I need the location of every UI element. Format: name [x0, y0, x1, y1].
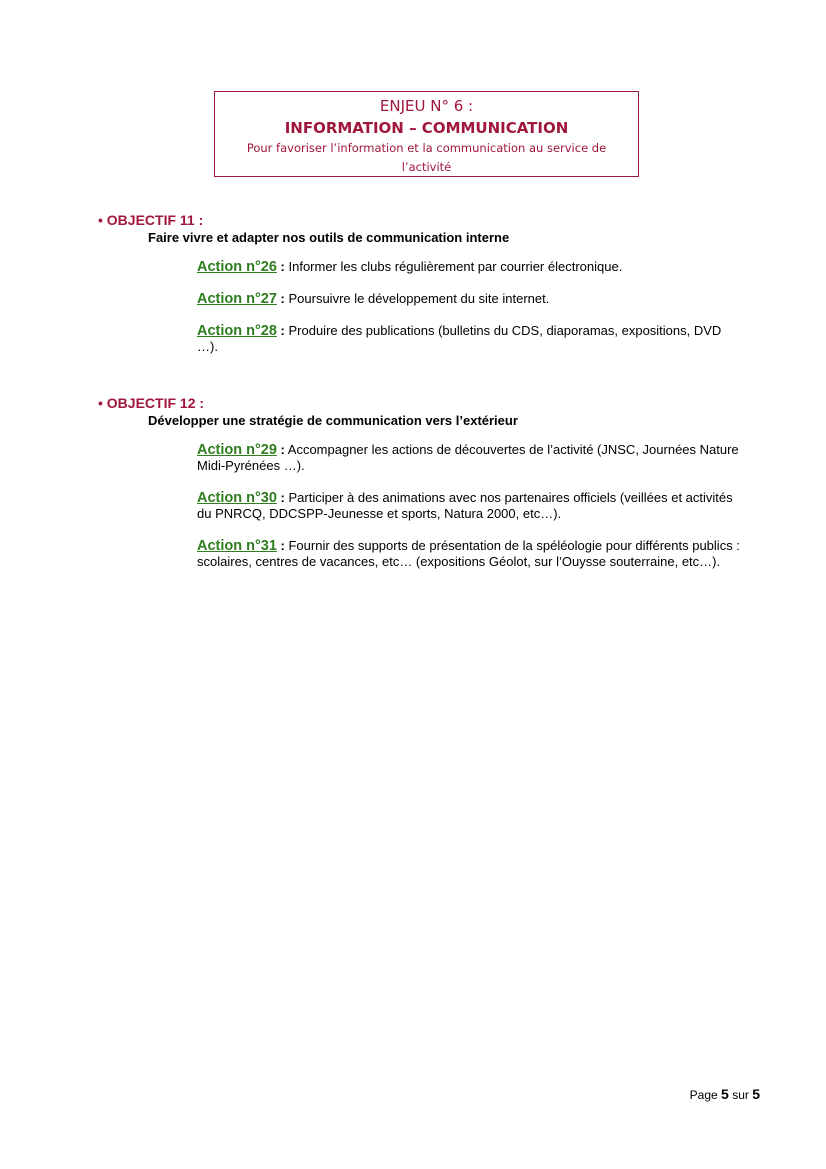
action-label: Action n°26	[197, 259, 277, 275]
objective-title: • OBJECTIF 12 :	[98, 395, 205, 411]
action-separator: :	[276, 259, 285, 274]
objective-subtitle: Faire vivre et adapter nos outils de communication interne	[148, 230, 510, 245]
action-separator: :	[276, 323, 285, 338]
action-label: Action n°31	[197, 538, 277, 554]
action-text: Fournir des supports de présentation de la spéléologie pour différents publics : scolaires, centres de vacances, etc… (expositions Géolot, sur l’Ouysse souterraine, etc…).	[197, 538, 740, 569]
objective-12	[98, 394, 758, 570]
page-current: 5	[721, 1086, 729, 1102]
action-item	[197, 490, 742, 522]
action-item	[197, 323, 742, 355]
action-separator: :	[276, 538, 285, 553]
objective-subtitle: Développer une stratégie de communication vers l’extérieur	[148, 413, 518, 428]
title-line1: ENJEU N° 6 :	[379, 97, 474, 115]
title-subtitle: Pour favoriser l’information et la communication au service de l’activité	[246, 141, 607, 174]
action-label: Action n°28	[197, 323, 277, 339]
action-text: Produire des publications (bulletins du CDS, diaporamas, expositions, DVD …).	[197, 323, 722, 354]
action-text: Informer les clubs régulièrement par courrier électronique.	[284, 259, 623, 274]
action-item	[197, 442, 742, 474]
page-word: Page	[689, 1088, 718, 1102]
action-item	[197, 259, 742, 275]
action-text: Poursuivre le développement du site internet.	[284, 291, 550, 306]
action-label: Action n°30	[197, 490, 277, 506]
title-box	[214, 91, 639, 177]
action-separator: :	[276, 442, 285, 457]
action-item	[197, 538, 742, 570]
objective-title: • OBJECTIF 11 :	[98, 212, 204, 228]
action-item	[197, 291, 742, 307]
action-label: Action n°27	[197, 291, 277, 307]
page-footer	[690, 1086, 760, 1102]
action-separator: :	[276, 490, 285, 505]
action-text: Accompagner les actions de découvertes de l’activité (JNSC, Journées Nature Midi-Pyrénées …).	[197, 442, 739, 473]
title-line2: INFORMATION – COMMUNICATION	[284, 119, 569, 137]
page-total: 5	[752, 1086, 760, 1102]
action-text: Participer à des animations avec nos partenaires officiels (veillées et activités du PNRCQ, DDCSPP-Jeunesse et sports, Natura 2000, etc…).	[197, 490, 733, 521]
action-label: Action n°29	[197, 442, 277, 458]
objective-11	[98, 211, 758, 355]
page-of-word: sur	[732, 1088, 749, 1102]
action-separator: :	[276, 291, 285, 306]
